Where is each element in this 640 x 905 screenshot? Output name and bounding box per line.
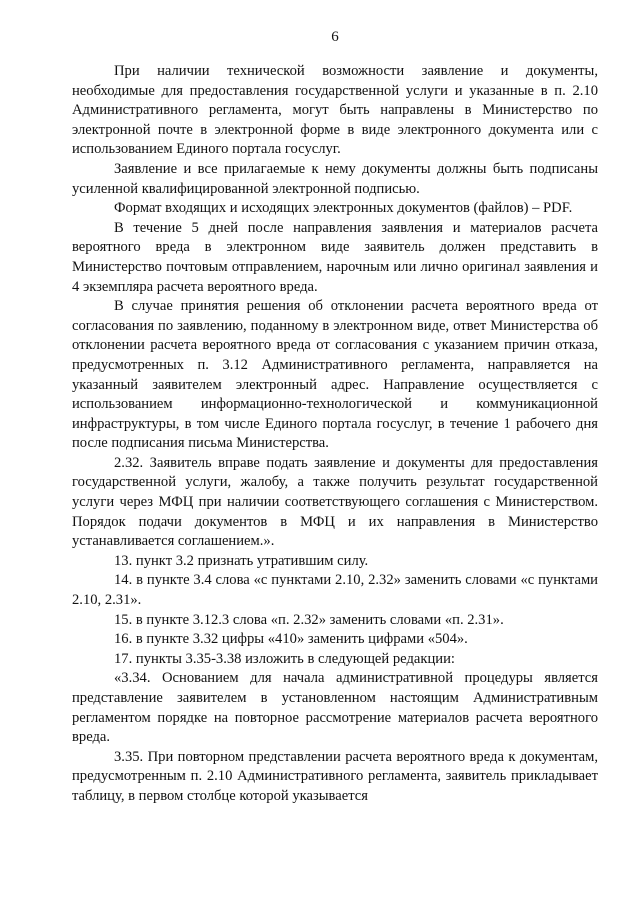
paragraph: 15. в пункте 3.12.3 слова «п. 2.32» заменить словами «п. 2.31». (114, 611, 504, 628)
paragraph: Формат входящих и исходящих электронных документов (файлов) – PDF. (114, 200, 573, 217)
paragraph: В течение 5 дней после направления заявления и материалов расчета вероятного вреда в электронном виде заявитель должен представить в Министерство почтовым отправлением, нарочным или лично оригинал заявления и 4 экземпляра расчета вероятного вреда. (72, 219, 598, 295)
paragraph: При наличии технической возможности заявление и документы, необходимые для предоставления государственной услуги и указанные в п. 2.10 Административного регламента, могут быть направлены в Министерство по электронной почте в электронной форме в виде электронного документа или с использованием Единого портала госуслуг. (72, 63, 598, 158)
paragraph: 2.32. Заявитель вправе подать заявление и документы для предоставления государственной услуги, жалобу, а также получить результат государственной услуги через МФЦ при наличии соответствующего соглашения с Министерством. Порядок подачи документов в МФЦ и их направления в Министерство устанавливается соглашением.». (72, 454, 598, 550)
paragraph: Заявление и все прилагаемые к нему документы должны быть подписаны усиленной квалифицированной электронной подписью. (72, 160, 598, 197)
paragraph: 17. пункты 3.35-3.38 изложить в следующей редакции: (114, 650, 455, 667)
document-body (72, 62, 598, 807)
paragraph: В случае принятия решения об отклонении расчета вероятного вреда от согласования по заявлению, поданному в электронном виде, ответ Министерства об отклонении расчета вероятного вреда от согласования с указанием причин отказа, предусмотренных п. 3.12 Административного регламента, направляется на указанный заявителем электронный адрес. Направление осуществляется с использованием информационно-технологической и коммуникационной инфраструктуры, в том числе Единого портала госуслуг, в течение 1 рабочего дня после подписания письма Министерства. (72, 298, 598, 452)
paragraph: 16. в пункте 3.32 цифры «410» заменить цифрами «504». (114, 631, 468, 648)
paragraph: «3.34. Основанием для начала административной процедуры является представление заявителем в установленном настоящим Административным регламентом порядке на повторное рассмотрение материалов расчета вероятного вреда. (72, 670, 598, 746)
page-number: 6 (331, 29, 339, 45)
paragraph: 14. в пункте 3.4 слова «с пунктами 2.10, 2.32» заменить словами «с пунктами 2.10, 2.31». (72, 572, 598, 609)
paragraph: 3.35. При повторном представлении расчета вероятного вреда к документам, предусмотренным п. 2.10 Административного регламента, заявитель прикладывает таблицу, в первом столбце которой указывается (72, 748, 598, 804)
paragraph: 13. пункт 3.2 признать утратившим силу. (114, 552, 369, 569)
